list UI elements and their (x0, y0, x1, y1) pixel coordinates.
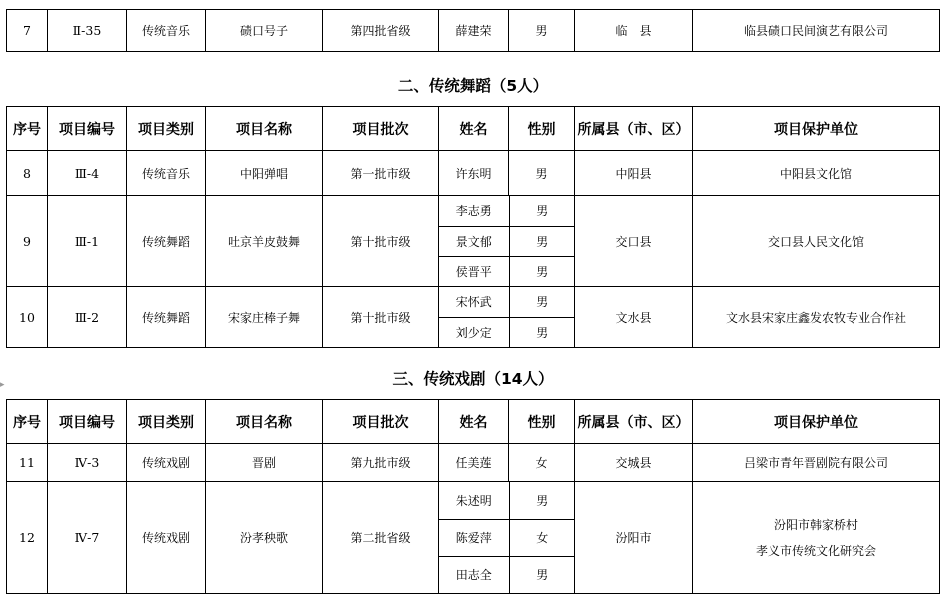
protection-unit-line: 汾阳市韩家桥村 (773, 517, 858, 532)
person-name: 朱述明 (439, 482, 509, 519)
person-name: 刘少定 (439, 317, 509, 347)
header-batch: 项目批次 (323, 400, 439, 444)
list-item (439, 556, 575, 593)
person-name: 许东明 (439, 151, 509, 196)
gender: 男 (509, 226, 575, 256)
county: 交口县 (575, 196, 693, 287)
row-number: 11 (7, 444, 48, 482)
person-name: 景文郁 (439, 226, 509, 256)
gender: 男 (509, 287, 575, 317)
project-batch: 第十批市级 (323, 287, 439, 348)
table-dance (6, 106, 940, 348)
protection-unit: 临县碛口民间演艺有限公司 (693, 10, 940, 52)
person-name: 陈爱萍 (439, 519, 509, 556)
county: 中阳县 (575, 151, 693, 196)
project-category: 传统戏剧 (127, 482, 206, 594)
county: 临 县 (575, 10, 693, 52)
project-code: Ⅱ-35 (48, 10, 127, 52)
margin-marker: ▸ (0, 380, 5, 390)
header-category: 项目类别 (127, 400, 206, 444)
protection-unit: 文水县宋家庄鑫发农牧专业合作社 (693, 287, 940, 348)
header-name: 项目名称 (206, 400, 323, 444)
list-item (439, 196, 575, 226)
people-cell (439, 482, 575, 594)
list-item (439, 226, 575, 256)
header-unit: 项目保护单位 (693, 400, 940, 444)
project-code: Ⅳ-3 (48, 444, 127, 482)
table-row (7, 196, 940, 287)
header-name: 项目名称 (206, 107, 323, 151)
project-batch: 第二批省级 (323, 482, 439, 594)
people-list (439, 482, 575, 593)
table-row (7, 444, 940, 482)
person-name: 宋怀武 (439, 287, 509, 317)
header-row (7, 400, 940, 444)
project-category: 传统音乐 (127, 151, 206, 196)
header-gender: 性别 (509, 400, 575, 444)
protection-unit: 吕梁市青年晋剧院有限公司 (693, 444, 940, 482)
protection-unit: 中阳县文化馆 (693, 151, 940, 196)
people-cell (439, 196, 575, 287)
header-person: 姓名 (439, 107, 509, 151)
county: 汾阳市 (575, 482, 693, 594)
table-opera (6, 399, 940, 594)
person-name: 薛建荣 (439, 10, 509, 52)
county: 交城县 (575, 444, 693, 482)
project-code: Ⅲ-1 (48, 196, 127, 287)
people-list (439, 196, 575, 286)
table-top-row (6, 9, 940, 52)
protection-unit: 交口县人民文化馆 (693, 196, 940, 287)
section-title-opera: 三、传统戏剧（14人） (392, 370, 554, 388)
project-batch: 第四批省级 (323, 10, 439, 52)
list-item (439, 317, 575, 347)
gender: 男 (509, 151, 575, 196)
project-name: 宋家庄棒子舞 (206, 287, 323, 348)
person-name: 任美莲 (439, 444, 509, 482)
list-item (439, 482, 575, 519)
gender: 女 (509, 519, 575, 556)
project-name: 碛口号子 (206, 10, 323, 52)
table-row (7, 482, 940, 594)
gender: 男 (509, 482, 575, 519)
gender: 男 (536, 264, 549, 279)
project-category: 传统音乐 (127, 10, 206, 52)
header-code: 项目编号 (48, 400, 127, 444)
section-title-dance: 二、传统舞蹈（5人） (397, 77, 549, 95)
row-number: 12 (7, 482, 48, 594)
person-name: 田志全 (439, 556, 509, 593)
table-row (7, 287, 940, 348)
project-name: 吐京羊皮鼓舞 (206, 196, 323, 287)
table-row (7, 151, 940, 196)
person-name: 侯晋平 (439, 256, 509, 286)
header-code: 项目编号 (48, 107, 127, 151)
header-row (7, 107, 940, 151)
person-name: 李志勇 (439, 196, 509, 226)
table-row (7, 10, 940, 52)
list-item (439, 519, 575, 556)
row-number: 10 (7, 287, 48, 348)
header-batch: 项目批次 (323, 107, 439, 151)
gender: 男 (509, 10, 575, 52)
county: 文水县 (575, 287, 693, 348)
project-category: 传统戏剧 (127, 444, 206, 482)
project-code: Ⅲ-4 (48, 151, 127, 196)
header-category: 项目类别 (127, 107, 206, 151)
project-batch: 第十批市级 (323, 196, 439, 287)
header-gender: 性别 (509, 107, 575, 151)
gender: 男 (509, 196, 575, 226)
people-cell (439, 287, 575, 348)
protection-unit-line: 孝义市传统文化研究会 (755, 543, 876, 558)
project-name: 晋剧 (206, 444, 323, 482)
row-number: 7 (7, 10, 48, 52)
project-name: 汾孝秧歌 (206, 482, 323, 594)
project-batch: 第九批市级 (323, 444, 439, 482)
row-number: 8 (7, 151, 48, 196)
project-code: Ⅳ-7 (48, 482, 127, 594)
list-item (439, 256, 575, 286)
project-code: Ⅲ-2 (48, 287, 127, 348)
protection-unit (693, 482, 940, 594)
people-list (439, 287, 575, 347)
gender: 男 (536, 325, 549, 340)
header-no: 序号 (7, 107, 48, 151)
project-category: 传统舞蹈 (127, 196, 206, 287)
header-county: 所属县（市、区） (575, 107, 693, 151)
header-no: 序号 (7, 400, 48, 444)
header-county: 所属县（市、区） (575, 400, 693, 444)
row-number: 9 (7, 196, 48, 287)
project-name: 中阳弹唱 (206, 151, 323, 196)
header-person: 姓名 (439, 400, 509, 444)
gender: 女 (509, 444, 575, 482)
project-category: 传统舞蹈 (127, 287, 206, 348)
project-batch: 第一批市级 (323, 151, 439, 196)
header-unit: 项目保护单位 (693, 107, 940, 151)
gender: 男 (536, 568, 549, 583)
list-item (439, 287, 575, 317)
